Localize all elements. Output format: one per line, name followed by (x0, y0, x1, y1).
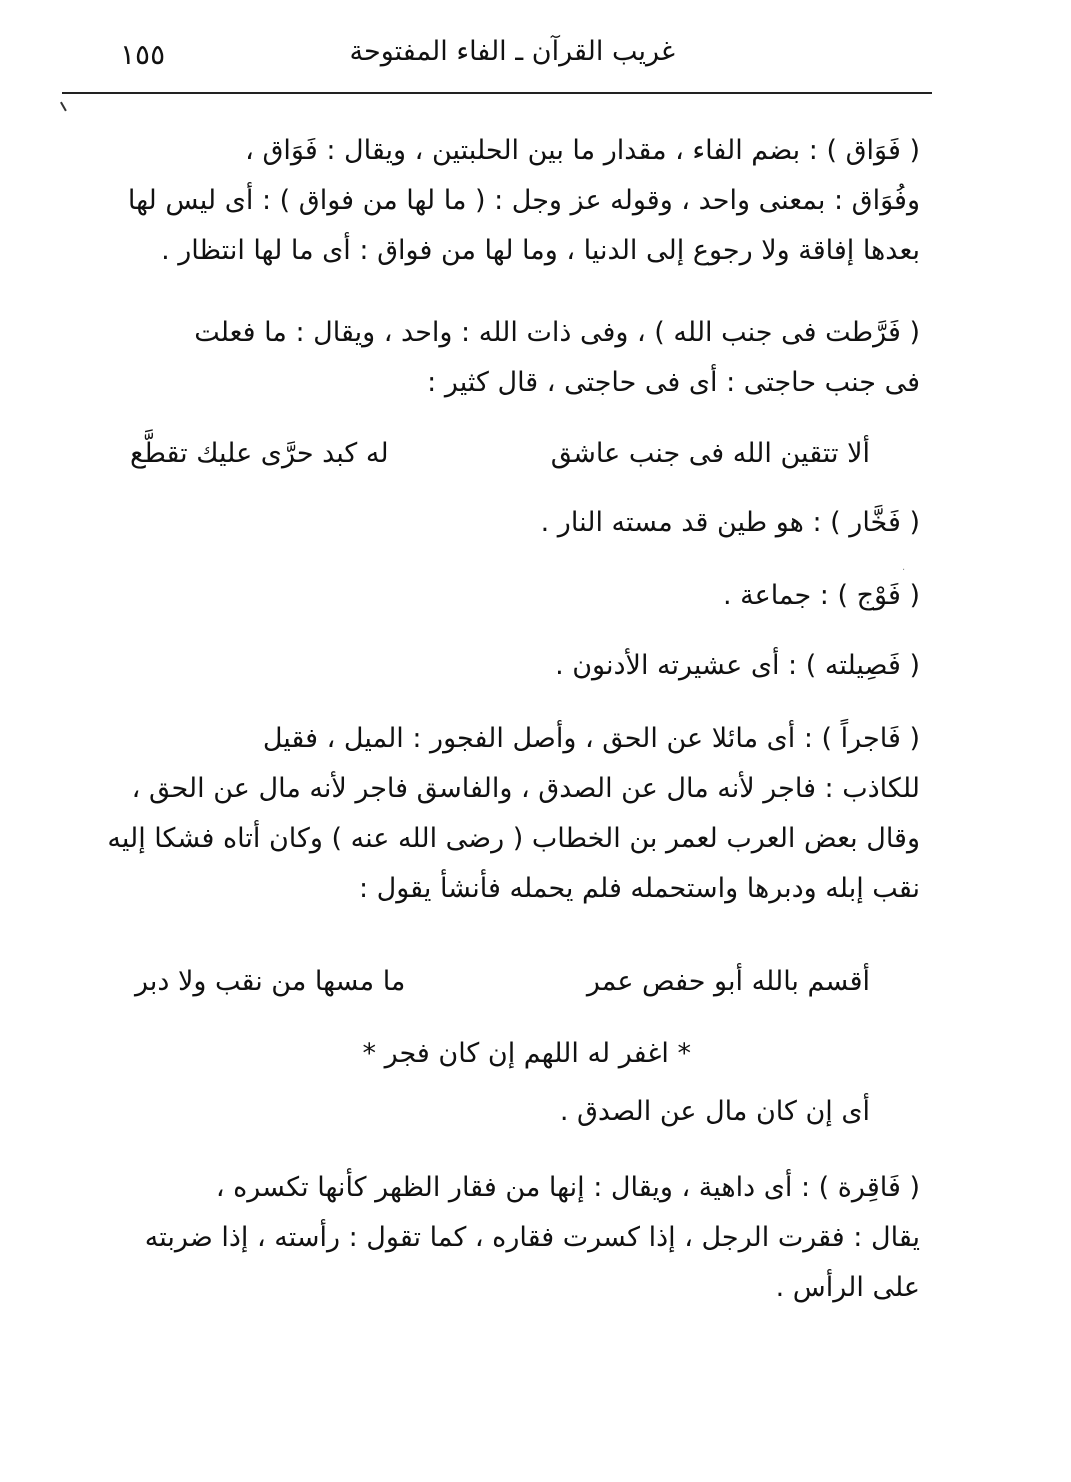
entry-fasilatuh: ( فَصِيلته ) : أى عشيرته الأدنون . (555, 650, 920, 681)
verse2-closing-line: * اغفر له اللهم إن كان فجر * (362, 1038, 691, 1069)
text-line: وفُوَاق : بمعنى واحد ، وقوله عز وجل : ( ما لها من فواق ) : أى ليس لها (127, 185, 920, 216)
text-line: نقب إبله ودبرها واستحمله فلم يحمله فأنشأ يقول : (358, 873, 920, 904)
verse2-hemistich-second: ما مسها من نقب ولا دبر (135, 966, 406, 997)
text-line: ( فَاجراً ) : أى مائلا عن الحق ، وأصل الفجور : الميل ، فقيل (262, 723, 920, 754)
verse-hemistich-first: ألا تتقين الله فى جنب عاشق (550, 438, 870, 469)
text-line: ( فَرَّطت فى جنب الله ) ، وفى ذات الله : واحد ، ويقال : ما فعلت (194, 317, 920, 348)
paragraph-faqira (88, 1163, 920, 1313)
text-line: وقال بعض العرب لعمر بن الخطاب ( رضى الله عنه ) وكان أتاه فشكا إليه (107, 823, 920, 854)
paragraph-fajiran (88, 714, 920, 914)
text-line: فى جنب حاجتى : أى فى حاجتى ، قال كثير : (427, 367, 920, 398)
paragraph-farratt (88, 308, 920, 408)
verse-hemistich-second: له كبد حرَّى عليك تقطَّع (130, 438, 389, 469)
text-line: ( فَوَاق ) : بضم الفاء ، مقدار ما بين الحلبتين ، ويقال : فَوَاق ، (245, 135, 920, 166)
text-line: يقال : فقرت الرجل ، إذا كسرت فقاره ، كما تقول : رأسته ، إذا ضربته (144, 1222, 920, 1253)
margin-mark (60, 99, 72, 112)
after-verse-line: أى إن كان مال عن الصدق . (559, 1096, 870, 1127)
print-speck: · (902, 565, 906, 576)
text-line: للكاذب : فاجر لأنه مال عن الصدق ، والفاسق فاجر لأنه مال عن الحق ، (131, 773, 920, 804)
entry-fawj: ( فَوْج ) : جماعة . (722, 580, 920, 611)
paragraph-fawaq (88, 126, 920, 276)
text-line: بعدها إفاقة ولا رجوع إلى الدنيا ، وما لها من فواق : أى ما لها انتظار . (161, 235, 920, 266)
text-line: على الرأس . (775, 1272, 920, 1303)
verse2-hemistich-first: أقسم بالله أبو حفص عمر (586, 966, 870, 997)
entry-fakhkhar: ( فَخَّار ) : هو طين قد مسته النار . (540, 507, 920, 538)
page-header (80, 30, 930, 90)
header-rule (62, 92, 932, 94)
text-line: ( فَاقِرة ) : أى داهية ، ويقال : إنها من فقار الظهر كأنها تكسره ، (215, 1172, 920, 1203)
page-number: ١٥٥ (120, 38, 166, 71)
running-title: غريب القرآن ـ الفاء المفتوحة (349, 36, 675, 67)
